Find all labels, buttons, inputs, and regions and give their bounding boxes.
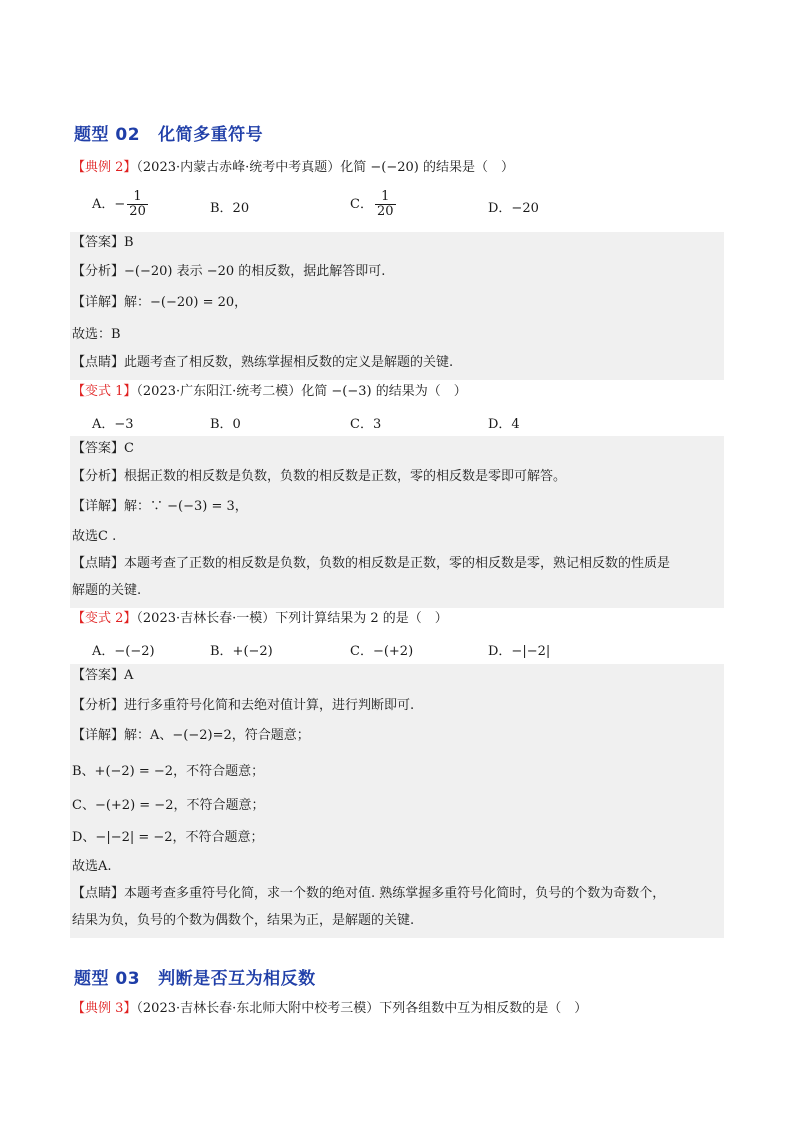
var2-comment-2: 结果为负，负号的个数为偶数个，结果为正，是解题的关键. [72, 913, 415, 928]
var1-detail: 【详解】解：∵ −(−3) = 3， [72, 499, 248, 514]
section-heading: 化简多重符号 [158, 125, 264, 145]
var2-detail-c: C、−(+2) = −2，不符合题意； [72, 798, 265, 813]
ex3-tag: 【典例 3】 [72, 1001, 137, 1016]
section-number: 题型 03 [74, 969, 141, 989]
var1-option-c: C．3 [350, 417, 382, 432]
var2-option-d: D．−|−2| [488, 644, 551, 659]
var2-option-c: C．−(+2) [350, 644, 414, 659]
ex2-option-b: B．20 [210, 201, 250, 216]
fraction: $\frac{1}{20}$ [376, 189, 394, 219]
var2-option-a: A．−(−2) [92, 644, 155, 659]
ex2-option-d: D．−20 [488, 201, 539, 216]
section-title-03 [74, 964, 316, 989]
var2-option-b: B．+(−2) [210, 644, 273, 659]
var1-comment-1: 【点睛】本题考查了正数的相反数是负数，负数的相反数是正数，零的相反数是零，熟记相反数的性质是 [72, 556, 671, 571]
var1-analysis: 【分析】根据正数的相反数是负数，负数的相反数是正数，零的相反数是零即可解答。 [72, 469, 567, 484]
var1-answer: 【答案】C [72, 441, 134, 456]
var1-option-a: A．−3 [92, 417, 134, 432]
ex2-tag: 【典例 2】 [72, 160, 137, 175]
section-number: 题型 02 [74, 125, 141, 145]
ex3-source: （2023·吉林长春·东北师大附中校考三模）下列各组数中互为相反数的是（ ） [136, 1001, 588, 1016]
var2-analysis: 【分析】进行多重符号化简和去绝对值计算，进行判断即可. [72, 698, 415, 713]
var2-tag: 【变式 2】 [72, 611, 137, 626]
var2-detail-d: D、−|−2| = −2，不符合题意； [72, 830, 264, 845]
var2-comment-1: 【点睛】本题考查多重符号化简，求一个数的绝对值. 熟练掌握多重符号化简时，负号的个数为奇数个， [72, 886, 666, 901]
var1-question [72, 382, 467, 402]
var2-detail-a: 【详解】解：A、−(−2)=2，符合题意； [72, 728, 310, 743]
var1-solution-block [70, 436, 724, 608]
var1-option-d: D．4 [488, 417, 520, 432]
var2-source: （2023·吉林长春·一模）下列计算结果为 2 的是（ ） [136, 611, 448, 626]
section-title-02 [74, 120, 263, 145]
ex2-source: （2023·内蒙古赤峰·统考中考真题）化简 −(−20) 的结果是（ ） [136, 160, 514, 175]
var1-choose: 故选C . [72, 529, 117, 544]
var2-detail-b: B、+(−2) = −2，不符合题意； [72, 764, 265, 779]
ex2-detail: 【详解】解：−(−20) = 20， [72, 295, 248, 310]
var1-tag: 【变式 1】 [72, 384, 137, 399]
ex3-question [72, 999, 587, 1019]
ex2-question [72, 158, 514, 178]
fraction: $\frac{1}{20}$ [129, 189, 146, 219]
section-heading: 判断是否互为相反数 [158, 969, 316, 989]
ex2-choose: 故选：B [72, 327, 121, 342]
ex2-analysis: 【分析】−(−20) 表示 −20 的相反数，据此解答即可. [72, 264, 386, 279]
var1-comment-2: 解题的关键. [72, 583, 142, 598]
var1-option-b: B．0 [210, 417, 241, 432]
var1-source: （2023·广东阳江·统考二模）化简 −(−3) 的结果为（ ） [136, 384, 467, 399]
ex2-comment: 【点睛】此题考查了相反数，熟练掌握相反数的定义是解题的关键. [72, 355, 454, 370]
var2-choose: 故选A. [72, 859, 112, 874]
ex2-answer: 【答案】B [72, 235, 134, 250]
var2-answer: 【答案】A [72, 668, 134, 683]
ex2-option-c: C． $\frac{1}{20}$ [350, 189, 394, 219]
ex2-option-a: A．− $\frac{1}{20}$ [92, 189, 146, 219]
var2-question [72, 609, 448, 629]
